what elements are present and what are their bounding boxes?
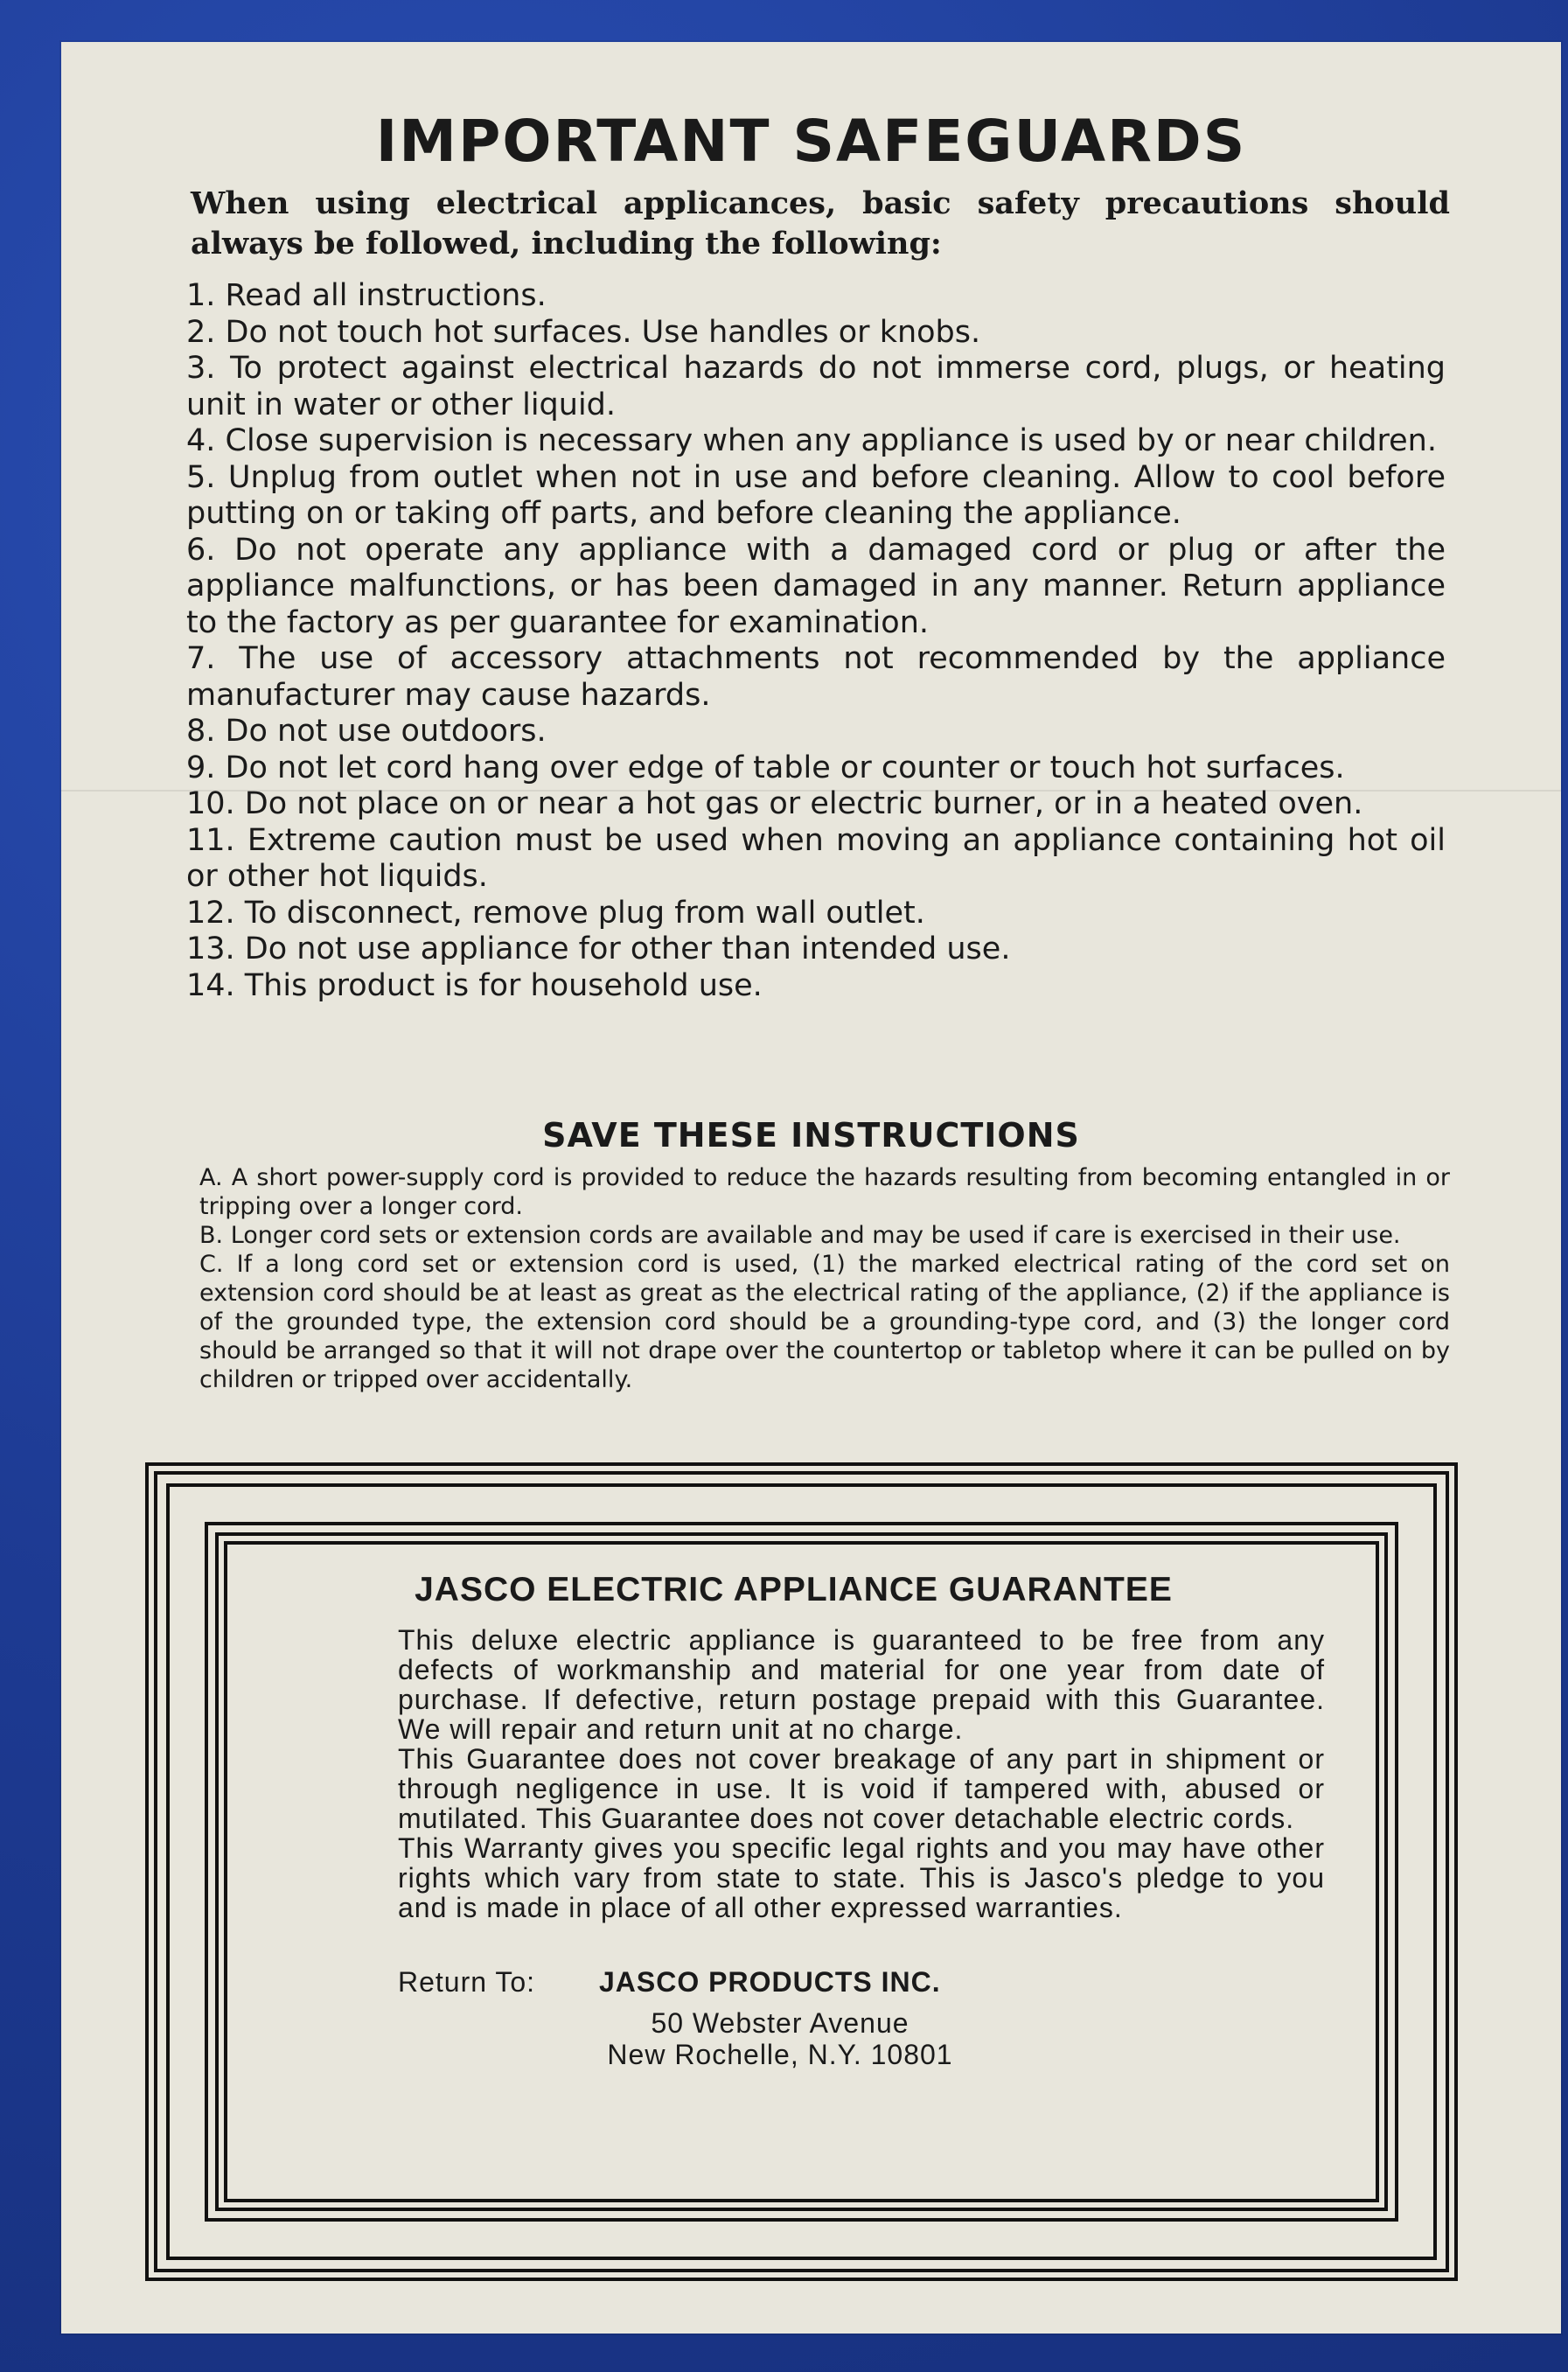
section-heading: SAVE THESE INSTRUCTIONS (542, 1116, 1080, 1155)
intro-text: When using electrical applicances, basic safety precautions should always be followed, including the following: (191, 185, 1450, 262)
return-label: Return To: (398, 1966, 536, 1998)
guarantee-paragraph: This Guarantee does not cover breakage of any part in shipment or through negligence in use. It is void if tampered with, abused or mutilated. This Guarantee does not cover detachable electric cords. (398, 1743, 1325, 1834)
address (596, 2007, 964, 2070)
list-item: 3. To protect against electrical hazards do not immerse cord, plugs, or heating unit in water or other liquid. (186, 351, 1446, 422)
list-item: 14. This product is for household use. (186, 967, 763, 1003)
list-item: 7. The use of accessory attachments not recommended by the appliance manufacturer may cause hazards. (186, 641, 1446, 713)
list-item: 2. Do not touch hot surfaces. Use handles or knobs. (186, 314, 981, 350)
cord-notes (199, 1163, 1450, 1394)
safeguards-list (186, 278, 1446, 1004)
return-to (398, 1966, 1342, 1999)
list-item: 8. Do not use outdoors. (186, 714, 547, 749)
company-name: JASCO PRODUCTS INC. (599, 1966, 941, 1998)
list-item: 11. Extreme caution must be used when moving an appliance containing hot oil or other hot liquids. (186, 822, 1446, 894)
guarantee-paragraph: This Warranty gives you specific legal rights and you may have other rights which vary from state to state. This is Jasco's pledge to you and is made in place of all other expressed warranties. (398, 1832, 1325, 1923)
guarantee-body (398, 1625, 1325, 1922)
list-item: 12. To disconnect, remove plug from wall outlet. (186, 895, 925, 931)
page-title: IMPORTANT SAFEGUARDS (375, 108, 1247, 175)
guarantee-title: JASCO ELECTRIC APPLIANCE GUARANTEE (415, 1571, 1173, 1608)
list-item: 4. Close supervision is necessary when any appliance is used by or near children. (186, 423, 1437, 458)
list-item: 10. Do not place on or near a hot gas or electric burner, or in a heated oven. (186, 786, 1363, 821)
list-item: 1. Read all instructions. (186, 278, 547, 313)
list-item: 5. Unplug from outlet when not in use and before cleaning. Allow to cool before putting on or taking off parts, and before cleaning the appliance. (186, 459, 1446, 531)
guarantee-paragraph: This deluxe electric appliance is guaranteed to be free from any defects of workmanship and material for one year from date of purchase. If defective, return postage prepaid with this Guarantee. We will repair and return unit at no charge. (398, 1624, 1325, 1745)
guarantee-box (245, 1571, 1342, 2070)
list-item: 13. Do not use appliance for other than intended use. (186, 931, 1011, 966)
note-item: B. Longer cord sets or extension cords are available and may be used if care is exercised in their use. (199, 1222, 1401, 1249)
instruction-sheet (61, 42, 1561, 2334)
address-line: New Rochelle, N.Y. 10801 (607, 2039, 953, 2070)
note-item: C. If a long cord set or extension cord is used, (1) the marked electrical rating of the cord set on extension cord should be at least as great as the electrical rating of the appliance, (2) if the appliance is of the grounded type, the extension cord should be a grounding-type cord, and (3) the longer cord should be arranged so that it will not drape over the countertop or tabletop where it can be pulled on by children or tripped over accidentally. (199, 1251, 1450, 1393)
list-item: 9. Do not let cord hang over edge of table or counter or touch hot surfaces. (186, 750, 1345, 785)
note-item: A. A short power-supply cord is provided to reduce the hazards resulting from becoming entangled in or tripping over a longer cord. (199, 1164, 1450, 1220)
address-line: 50 Webster Avenue (651, 2007, 909, 2039)
list-item: 6. Do not operate any appliance with a damaged cord or plug or after the appliance malfunctions, or has been damaged in any manner. Return appliance to the factory as per guarantee for examination. (186, 532, 1446, 640)
